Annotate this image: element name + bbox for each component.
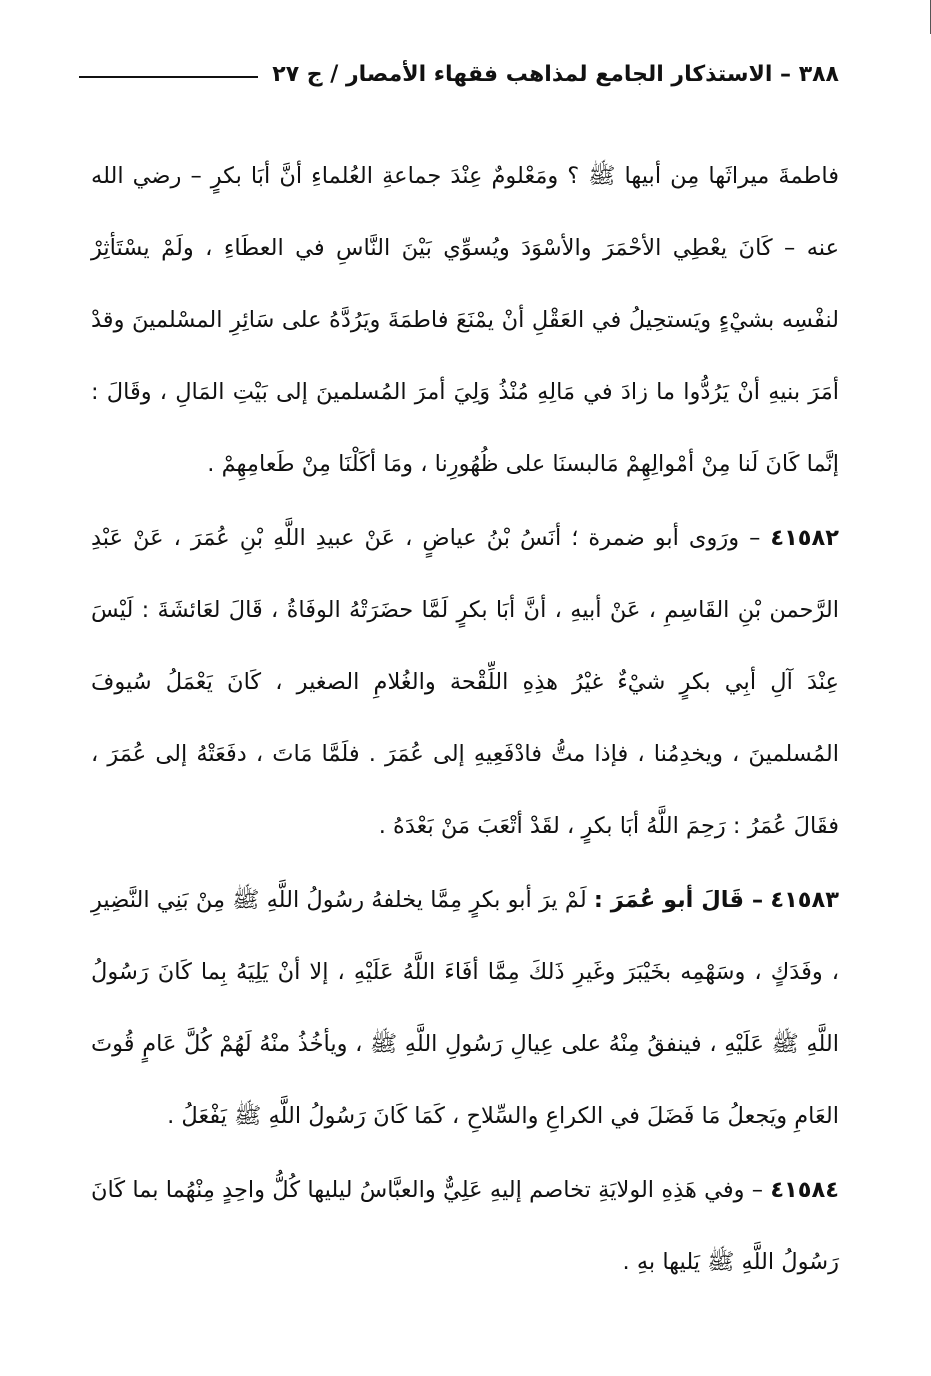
paragraph-41582 — [91, 502, 839, 862]
paragraph-lead: – قَالَ أبو عُمَرَ : — [593, 887, 764, 913]
running-header — [79, 52, 839, 96]
paragraph-continuation — [91, 140, 839, 500]
running-title: ٣٨٨ – الاستذكار الجامع لمذاهب فقهاء الأمصار / ج ٢٧ — [272, 61, 839, 87]
page-body — [91, 140, 839, 1298]
paragraph-number: ٤١٥٨٢ — [770, 525, 840, 551]
paragraph-41583 — [91, 864, 839, 1152]
paragraph-41584 — [91, 1154, 839, 1298]
paragraph-number: ٤١٥٨٤ — [770, 1177, 839, 1203]
paragraph-text: لَمْ يرَ أبو بكرٍ مِمَّا يخلفهُ رسُولُ اللَّهِ ﷺ مِنْ بَنِي النَّضِيرِ ، وفَدَكٍ ، وسَهْمِه بخَيْبَرَ وغَيرِ ذَلكَ مِمَّا أفَاءَ اللَّهُ عَلَيْهِ ، إلا أنْ يَلِيَهُ بِما كَانَ رَسُولُ اللَّهِ ﷺ عَلَيْهِ ، فينفقُ مِنْهُ على عِيالِ رَسُولِ اللَّهِ ﷺ ، ويأخُذُ منْهُ لَهُمْ كُلَّ عَامٍ قُوتَ العَامِ ويَجعلُ مَا فَضَلَ في الكراعِ والسِّلاحِ ، كَمَا كَانَ رَسُولُ اللَّهِ ﷺ يَفْعَلُ . — [91, 887, 839, 1129]
header-rule — [79, 76, 258, 78]
paragraph-text: – ورَوى أبو ضمرة ؛ أنَسُ بْنُ عياضٍ ، عَنْ عبيدِ اللَّهِ بْنِ عُمَرَ ، عَنْ عَبْدِ الرَّحمن بْنِ القَاسِمِ ، عَنْ أبيهِ ، أنَّ أبَا بكرٍ لَمَّا حضَرَتْهُ الوفَاةُ ، قَالَ لعَائشَةَ : لَيْسَ عِنْدَ آلِ أبِي بكرٍ شيْءٌ غيْرُ هذِهِ اللِّقْحة والغُلامِ الصغير ، كَانَ يَعْمَلُ سُيوفَ المُسلمينَ ، ويخدِمُنا ، فإذا متُّ فادْفَعِيهِ إلى عُمَرَ . فلَمَّا مَاتَ ، دفَعَتْهُ إلى عُمَرَ ، فقَالَ عُمَرُ : رَحِمَ اللَّهُ أبَا بكرٍ ، لقَدْ أتْعَبَ مَنْ بَعْدَهُ . — [91, 525, 839, 839]
paragraph-text: فاطمةَ ميراثَها مِن أبيها ﷺ ؟ ومَعْلومٌ عِنْدَ جماعةِ العُلماءِ أنَّ أبَا بكرٍ – رضي الله عنه – كَانَ يعْطِي الأحْمَرَ والأسْوَدَ ويُسوِّي بَيْنَ النَّاسِ في العطَاءِ ، ولَمْ يسْتَأثِرْ لنفْسِه بشيْءٍ ويَستحِيلُ في العَقْلِ أنْ يمْنَعَ فاطمَةَ ويَرُدَّهُ على سَائِرِ المسْلمينَ وقدْ أمَرَ بنيهِ أنْ يَرُدُّوا ما زادَ في مَالِهِ مُنْذُ وَلِيَ أمرَ المُسلمينَ إلى بَيْتِ المَالِ ، وقَالَ : إنَّما كَانَ لَنا مِنْ أمْوالِهِمْ مَالبسنَا على ظُهُورِنا ، ومَا أكَلْنَا مِنْ طَعامِهِمْ . — [91, 163, 839, 477]
paragraph-number: ٤١٥٨٣ — [770, 887, 840, 913]
paragraph-text: – وفي هَذِهِ الولايَةِ تخاصم إليهِ عَلِيٌّ والعبَّاسُ ليليها كُلُّ واحِدٍ مِنْهُما بما كَانَ رَسُولُ اللَّهِ ﷺ يَليها بهِ . — [91, 1177, 839, 1275]
